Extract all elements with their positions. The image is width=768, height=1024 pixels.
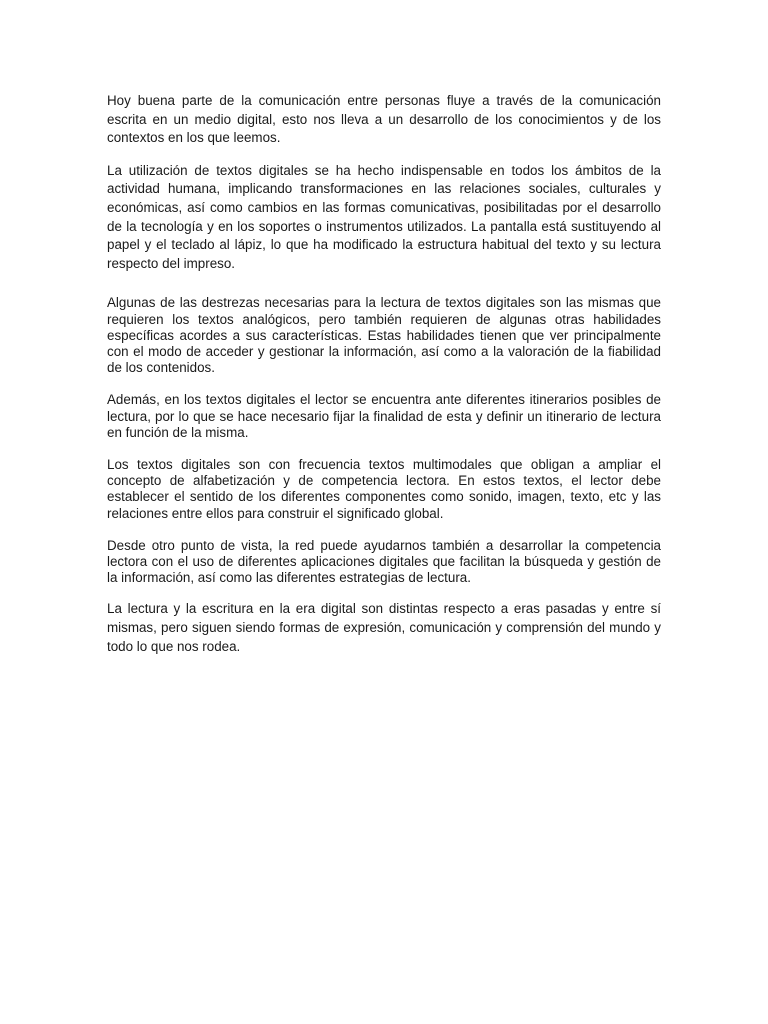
paragraph-network-help: Desde otro punto de vista, la red puede ayudarnos también a desarrollar la competencia lectora con el uso de diferentes aplicaciones digitales que facilitan la búsqueda y gestión de la información, así como las diferentes estrategias de lectura. [107,537,661,586]
paragraph-reading-skills: Algunas de las destrezas necesarias para la lectura de textos digitales son las mismas que requieren los textos analógicos, pero también requieren de algunas otras habilidades específicas acordes a sus características. Estas habilidades tienen que ver principalmente con el modo de acceder y gestionar la información, así como a la valoración de la fiabilidad de los contenidos. [107,295,661,376]
paragraph-intro: Hoy buena parte de la comunicación entre personas fluye a través de la comunicación escrita en un medio digital, esto nos lleva a un desarrollo de los conocimientos y de los contextos en los que leemos. [107,93,661,146]
document-body [107,92,661,656]
paragraph-reading-itineraries: Además, en los textos digitales el lector se encuentra ante diferentes itinerarios posibles de lectura, por lo que se hace necesario fijar la finalidad de esta y definir un itinerario de lectura en función de la misma. [107,392,661,440]
paragraph-conclusion: La lectura y la escritura en la era digital son distintas respecto a eras pasadas y entre sí mismas, pero siguen siendo formas de expresión, comunicación y comprensión del mundo y todo lo que nos rodea. [107,601,661,654]
paragraph-multimodal-texts: Los textos digitales son con frecuencia textos multimodales que obligan a ampliar el concepto de alfabetización y de competencia lectora. En estos textos, el lector debe establecer el sentido de los diferentes componentes como sonido, imagen, texto, etc y las relaciones entre ellos para construir el significado global. [107,456,661,521]
paragraph-digital-texts-use: La utilización de textos digitales se ha hecho indispensable en todos los ámbitos de la actividad humana, implicando transformaciones en las relaciones sociales, culturales y económicas, así como cambios en las formas comunicativas, posibilitadas por el desarrollo de la tecnología y en los soportes o instrumentos utilizados. La pantalla está sustituyendo al papel y el teclado al lápiz, lo que ha modificado la estructura habitual del texto y su lectura respecto del impreso. [107,162,661,271]
